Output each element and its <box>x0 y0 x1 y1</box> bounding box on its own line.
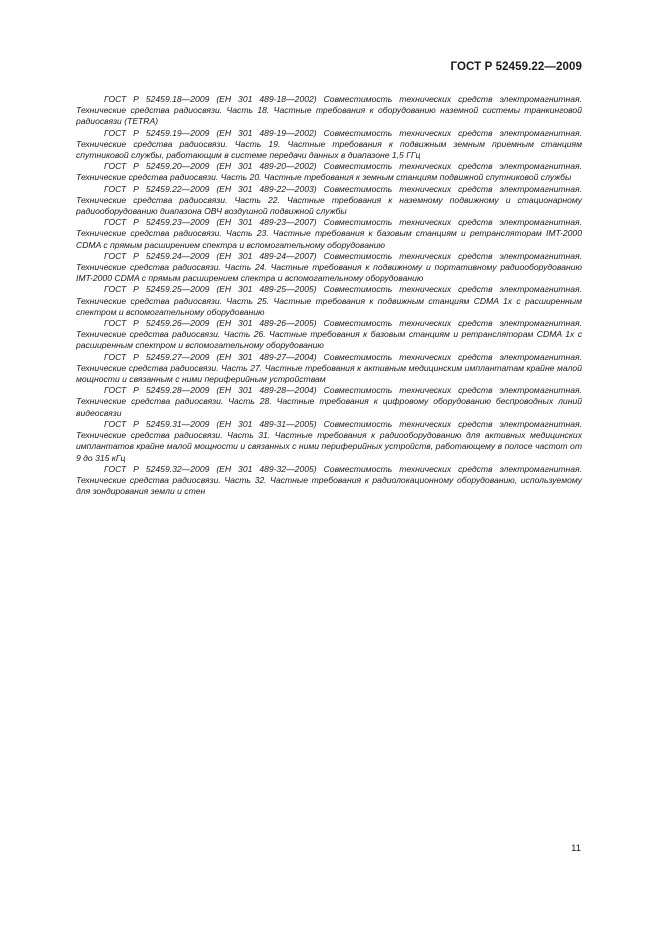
list-item <box>76 464 582 498</box>
list-item <box>76 352 582 386</box>
list-item <box>76 94 582 128</box>
reference-text: ГОСТ Р 52459.22—2009 (ЕН 301 489-22—2003) Совместимость технических средств электромагнитная. Технические средства радиосвязи. Часть 22. Частные требования к наземному подвижному и стационарному радиооборудованию диапазона ОВЧ воздушной подвижной службы <box>76 183 582 217</box>
standard-designation: ГОСТ Р 52459.22—2009 <box>450 61 582 73</box>
list-item <box>76 161 582 183</box>
list-item <box>76 251 582 285</box>
reference-text: ГОСТ Р 52459.27—2009 (ЕН 301 489-27—2004) Совместимость технических средств электромагнитная. Технические средства радиосвязи. Часть 27. Частные требования к активным медицинским имплантатам крайне малой мощности и связанным с ними периферийным устройствам <box>76 351 582 385</box>
reference-text: ГОСТ Р 52459.24—2009 (ЕН 301 489-24—2007) Совместимость технических средств электромагнитная. Технические средства радиосвязи. Часть 24. Частные требования к подвижному и портативному радиооборудованию IMT-2000 CDMA с прямым расширением спектра и вспомогательному оборудованию <box>76 250 582 284</box>
reference-text: ГОСТ Р 52459.32—2009 (ЕН 301 489-32—2005) Совместимость технических средств электромагнитная. Технические средства радиосвязи. Часть 32. Частные требования к радиолокационному оборудованию, используемому для зондирования земли и стен <box>76 463 582 497</box>
reference-text: ГОСТ Р 52459.28—2009 (ЕН 301 489-28—2004) Совместимость технических средств электромагнитная. Технические средства радиосвязи. Часть 28. Частные требования к цифровому оборудованию беспроводных линий видеосвязи <box>76 385 582 418</box>
list-item <box>76 419 582 464</box>
list-item <box>76 128 582 162</box>
reference-text: ГОСТ Р 52459.23—2009 (ЕН 301 489-23—2007) Совместимость технических средств электромагнитная. Технические средства радиосвязи. Часть 23. Частные требования к базовым станциям и ретрансляторам IMT-2000 CDMA с прямым расширением спектра и вспомогательному оборудованию <box>76 217 582 250</box>
list-item <box>76 318 582 352</box>
reference-list <box>76 94 582 497</box>
reference-text: ГОСТ Р 52459.31—2009 (ЕН 301 489-31—2005) Совместимость технических средств электромагнитная. Технические средства радиосвязи. Часть 31. Частные требования к радиооборудованию для активных медицинских имплантатов крайне малой мощности и связанных с ними периферийных устройств, работающему в полосе частот от 9 до 315 кГц <box>76 418 582 463</box>
reference-text: ГОСТ Р 52459.18—2009 (ЕН 301 489-18—2002) Совместимость технических средств электромагнитная. Технические средства радиосвязи. Часть 18. Частные требования к оборудованию наземной системы транкинговой радиосвязи (TETRA) <box>76 94 582 127</box>
document-header <box>451 61 582 73</box>
reference-text: ГОСТ Р 52459.20—2009 (ЕН 301 489-20—2002) Совместимость технических средств электромагнитная. Технические средства радиосвязи. Часть 20. Частные требования к земным станциям подвижной спутниковой службы <box>76 161 582 183</box>
reference-text: ГОСТ Р 52459.25—2009 (ЕН 301 489-25—2005) Совместимость технических средств электромагнитная. Технические средства радиосвязи. Часть 25. Частные требования к подвижным станциям CDMA 1x с расширенным спектром и вспомогательному оборудованию <box>76 284 582 317</box>
list-item <box>76 284 582 318</box>
reference-text: ГОСТ Р 52459.19—2009 (ЕН 301 489-19—2002) Совместимость технических средств электромагнитная. Технические средства радиосвязи. Часть 19. Частные требования к подвижным земным приемным станциям спутниковой службы, работающим в системе передачи данных в диапазоне 1,5 ГГц <box>76 127 582 161</box>
list-item <box>76 217 582 251</box>
list-item <box>76 184 582 218</box>
reference-text: ГОСТ Р 52459.26—2009 (ЕН 301 489-26—2005) Совместимость технических средств электромагнитная. Технические средства радиосвязи. Часть 26. Частные требования к базовым станциям и ретрансляторам CDMA 1x с расширенным спектром и вспомогательному оборудованию <box>76 318 582 351</box>
page-number: 11 <box>571 843 581 854</box>
list-item <box>76 385 582 419</box>
